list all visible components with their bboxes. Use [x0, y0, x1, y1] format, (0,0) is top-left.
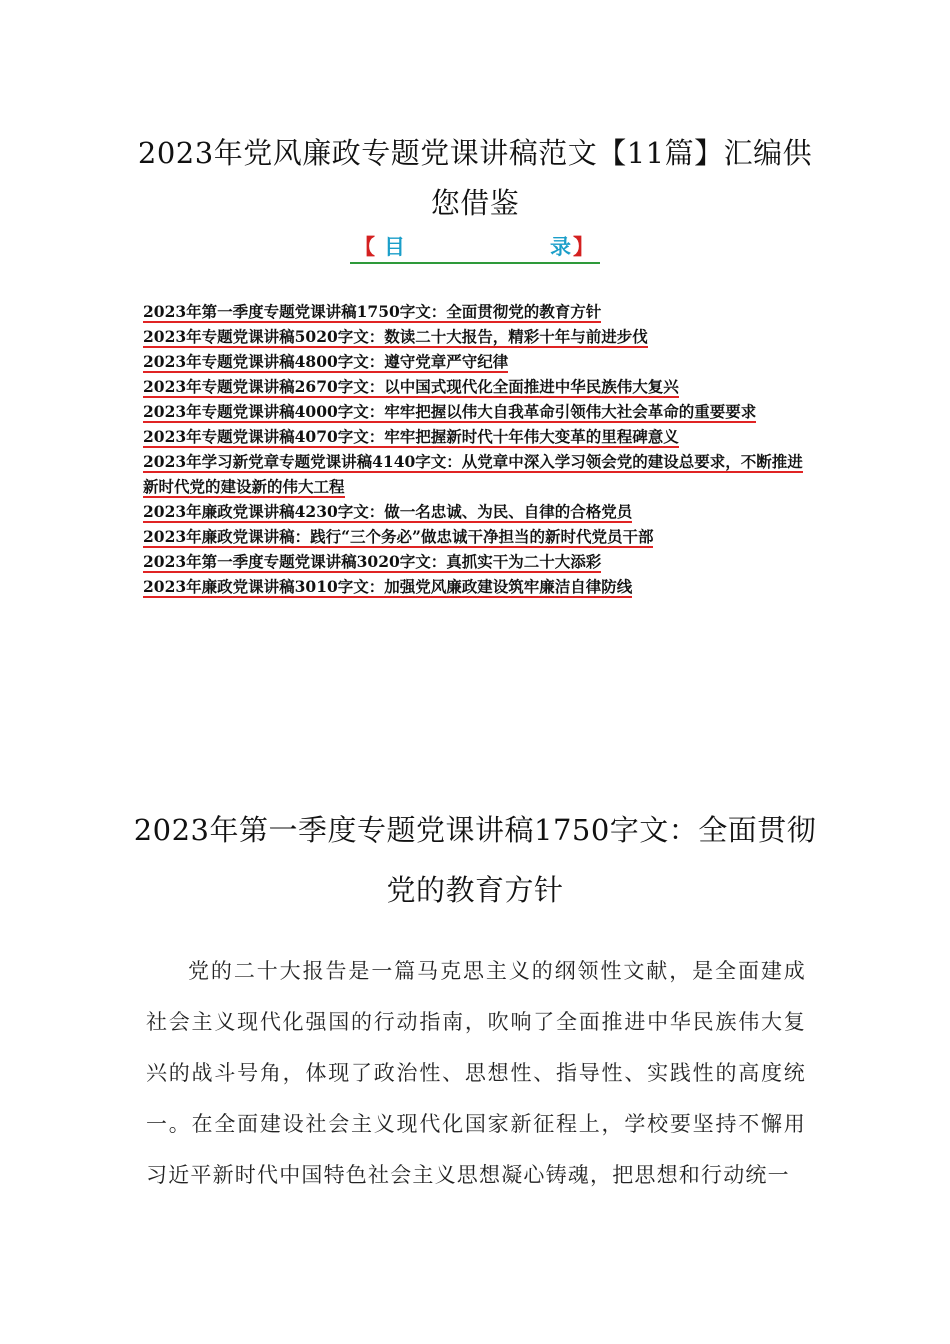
document-title: 2023年党风廉政专题党课讲稿范文【11篇】汇编供您借鉴 [137, 136, 813, 220]
section-title: 2023年第一季度专题党课讲稿1750字文：全面贯彻党的教育方针 [133, 813, 817, 907]
toc-link-5[interactable]: 2023年专题党课讲稿4000字文：牢牢把握以伟大自我革命引领伟大社会革命的重要要求 [143, 402, 757, 421]
toc-heading [350, 232, 600, 264]
toc-link-2[interactable]: 2023年专题党课讲稿5020字文：数读二十大报告，精彩十年与前进步伐 [143, 327, 648, 346]
toc-link-11[interactable]: 2023年廉政党课讲稿3010字文：加强党风廉政建设筑牢廉洁自律防线 [143, 577, 633, 596]
toc-link-6[interactable]: 2023年专题党课讲稿4070字文：牢牢把握新时代十年伟大变革的里程碑意义 [143, 427, 679, 446]
toc-bracket-right: 】 [573, 234, 594, 259]
toc-list [143, 299, 813, 599]
toc-link-4[interactable]: 2023年专题党课讲稿2670字文：以中国式现代化全面推进中华民族伟大复兴 [143, 377, 679, 396]
toc-link-3[interactable]: 2023年专题党课讲稿4800字文：遵守党章严守纪律 [143, 352, 509, 371]
toc-link-9[interactable]: 2023年廉政党课讲稿：践行“三个务必”做忠诚干净担当的新时代党员干部 [143, 527, 654, 546]
toc-label-mu: 目 [384, 234, 405, 259]
toc-link-10[interactable]: 2023年第一季度专题党课讲稿3020字文：真抓实干为二十大添彩 [143, 552, 602, 571]
body-paragraph: 党的二十大报告是一篇马克思主义的纲领性文献，是全面建成社会主义现代化强国的行动指南，吹响了全面推进中华民族伟大复兴的战斗号角，体现了政治性、思想性、指导性、实践性的高度统一。在全面建设社会主义现代化国家新征程上，学校要坚持不懈用习近平新时代中国特色社会主义思想凝心铸魂，把思想和行动统一 [146, 959, 806, 1187]
toc-link-8[interactable]: 2023年廉政党课讲稿4230字文：做一名忠诚、为民、自律的合格党员 [143, 502, 633, 521]
toc-link-7[interactable]: 2023年学习新党章专题党课讲稿4140字文：从党章中深入学习领会党的建设总要求，不断推进新时代党的建设新的伟大工程 [143, 452, 803, 496]
toc-link-1[interactable]: 2023年第一季度专题党课讲稿1750字文：全面贯彻党的教育方针 [143, 302, 602, 321]
toc-label-lu: 录 [550, 234, 571, 259]
toc-bracket-left: 【 [354, 234, 375, 259]
